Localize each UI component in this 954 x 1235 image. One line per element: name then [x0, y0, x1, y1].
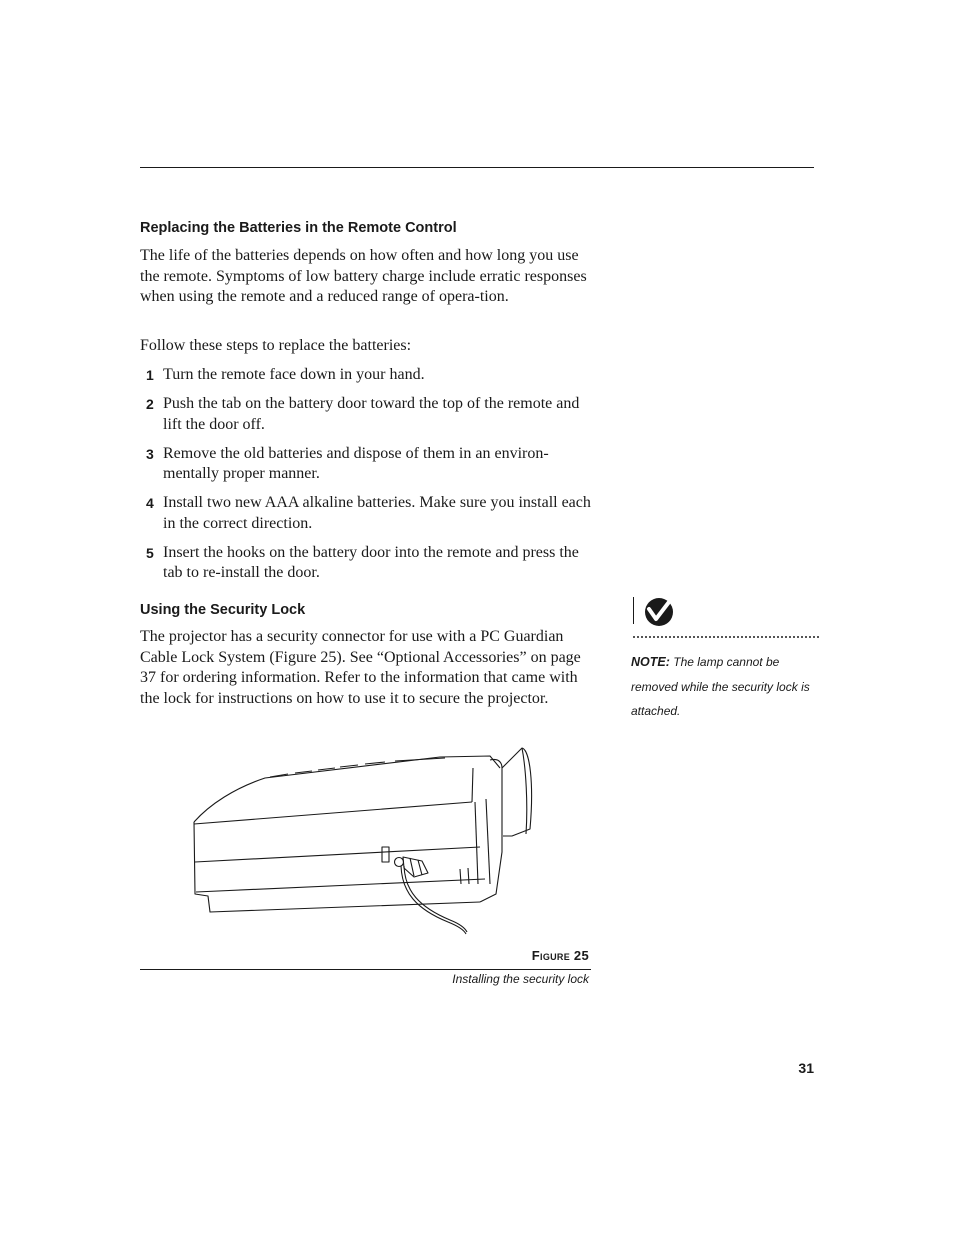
- note-text-block: [631, 650, 821, 724]
- step-number: 2: [146, 396, 154, 412]
- section-heading-security-lock: Using the Security Lock: [140, 602, 306, 618]
- step-item: [140, 493, 592, 534]
- step-text: Remove the old batteries and dispose of them in an environ-mentally proper manner.: [163, 444, 549, 482]
- figure-caption: Installing the security lock: [452, 972, 589, 986]
- section-heading-batteries: Replacing the Batteries in the Remote Control: [140, 220, 457, 236]
- step-text: Turn the remote face down in your hand.: [163, 366, 425, 383]
- step-text: Push the tab on the battery door toward the top of the remote and lift the door off.: [163, 395, 580, 433]
- steps-lead-paragraph: Follow these steps to replace the batteries:: [140, 337, 412, 354]
- step-number: 5: [146, 544, 154, 561]
- step-number: 4: [146, 495, 154, 511]
- note-dotted-divider: [633, 636, 819, 638]
- step-text: Insert the hooks on the battery door into the remote and press the tab to re-install the door.: [163, 543, 579, 581]
- batteries-intro-paragraph: The life of the batteries depends on how often and how long you use the remote. Symptoms of low battery charge include erratic responses when using the remote and a reduced range of opera-tion.: [140, 247, 587, 305]
- page-number: 31: [798, 1060, 814, 1076]
- step-item: [140, 444, 592, 485]
- step-text: Install two new AAA alkaline batteries. Make sure you install each in the correct direction.: [163, 494, 591, 532]
- step-item: [140, 543, 592, 584]
- projector-security-lock-illustration: [190, 744, 540, 939]
- step-number: 3: [146, 445, 154, 462]
- figure-rule: [140, 969, 591, 970]
- step-item: [140, 394, 592, 435]
- step-number: 1: [146, 367, 154, 383]
- note-margin-bar: [633, 597, 634, 624]
- check-note-icon: [642, 597, 676, 627]
- header-rule: [140, 167, 814, 168]
- figure-label: Figure 25: [531, 948, 589, 963]
- step-item: [140, 365, 592, 386]
- battery-steps-list: [140, 365, 592, 592]
- note-label: NOTE:: [631, 655, 670, 669]
- note-body: The lamp cannot be removed while the security lock is attached.: [631, 655, 810, 718]
- security-lock-paragraph: The projector has a security connector for use with a PC Guardian Cable Lock System (Figure 25). See “Optional Accessories” on page 37 for ordering information. Refer to the information that came with the lock for instructions on how to use it to secure the projector.: [140, 628, 581, 707]
